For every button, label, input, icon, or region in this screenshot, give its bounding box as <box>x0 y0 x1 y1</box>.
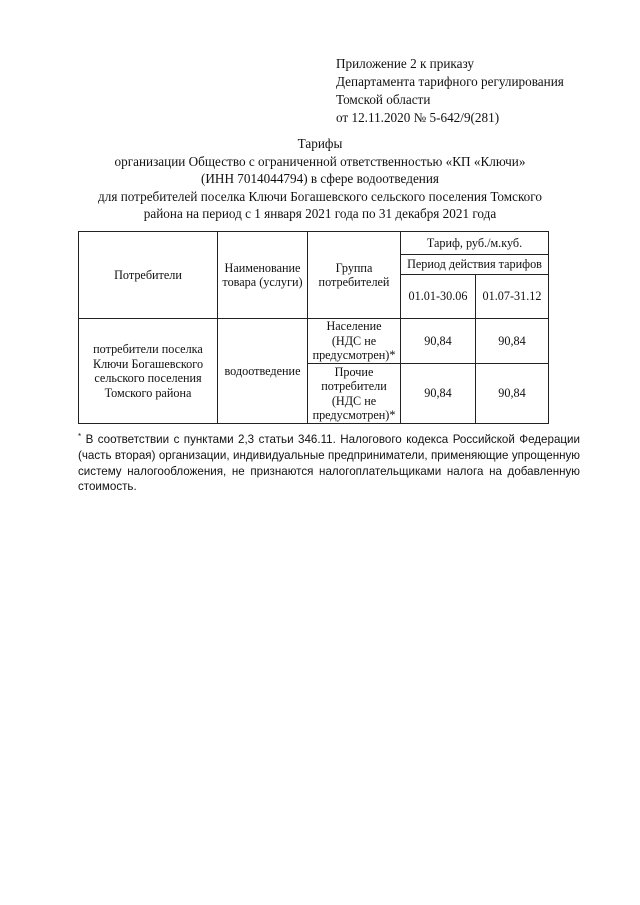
group-note: (НДС не предусмотрен)* <box>312 393 396 422</box>
appendix-header <box>336 55 616 127</box>
footnote-mark: * <box>78 432 82 441</box>
appendix-line: Томской области <box>336 92 431 107</box>
title-line: (ИНН 7014044794) в сфере водоотведения <box>201 171 439 187</box>
tariff-value-cell: 90,84 <box>476 364 549 424</box>
footnote <box>78 432 580 495</box>
header-group: Группа потребителей <box>308 232 401 319</box>
group-cell <box>308 319 401 364</box>
group-name: Прочие потребители <box>321 364 387 393</box>
header-period-1: 01.01-30.06 <box>401 275 476 319</box>
title-line: организации Общество с ограниченной ответственностью «КП «Ключи» <box>114 153 526 169</box>
appendix-line: Департамента тарифного регулирования <box>336 74 564 89</box>
group-name: Население <box>326 319 382 334</box>
header-product-name: Наименование товара (услуги) <box>218 232 308 319</box>
tariff-table <box>78 231 549 424</box>
header-consumers: Потребители <box>79 232 218 319</box>
document-title <box>60 135 580 223</box>
tariff-value-cell: 90,84 <box>401 364 476 424</box>
header-period: Период действия тарифов <box>401 255 549 275</box>
tariff-value-cell: 90,84 <box>401 319 476 364</box>
header-tariff: Тариф, руб./м.куб. <box>401 232 549 255</box>
header-period-2: 01.07-31.12 <box>476 275 549 319</box>
title-line: Тарифы <box>297 136 343 151</box>
group-note: (НДС не предусмотрен)* <box>312 333 396 363</box>
group-cell <box>308 364 401 424</box>
service-cell: водоотведение <box>218 319 308 424</box>
title-line: для потребителей поселка Ключи Богашевского сельского поселения Томского <box>98 188 542 204</box>
consumer-cell: потребители поселка Ключи Богашевского сельского поселения Томского района <box>79 319 218 424</box>
appendix-line: от 12.11.2020 № 5-642/9(281) <box>336 110 500 125</box>
table-row <box>79 319 549 364</box>
title-line: района на период с 1 января 2021 года по 31 декабря 2021 года <box>143 206 497 222</box>
appendix-line: Приложение 2 к приказу <box>336 56 474 71</box>
tariff-value-cell: 90,84 <box>476 319 549 364</box>
footnote-text: В соответствии с пунктами 2,3 статьи 346.11. Налогового кодекса Российской Федерации (часть вторая) организации, индивидуальные предприниматели, применяющие упрощенную систему налогообложения, не признаются налогоплательщиками налога на добавленную стоимость. <box>78 433 580 494</box>
